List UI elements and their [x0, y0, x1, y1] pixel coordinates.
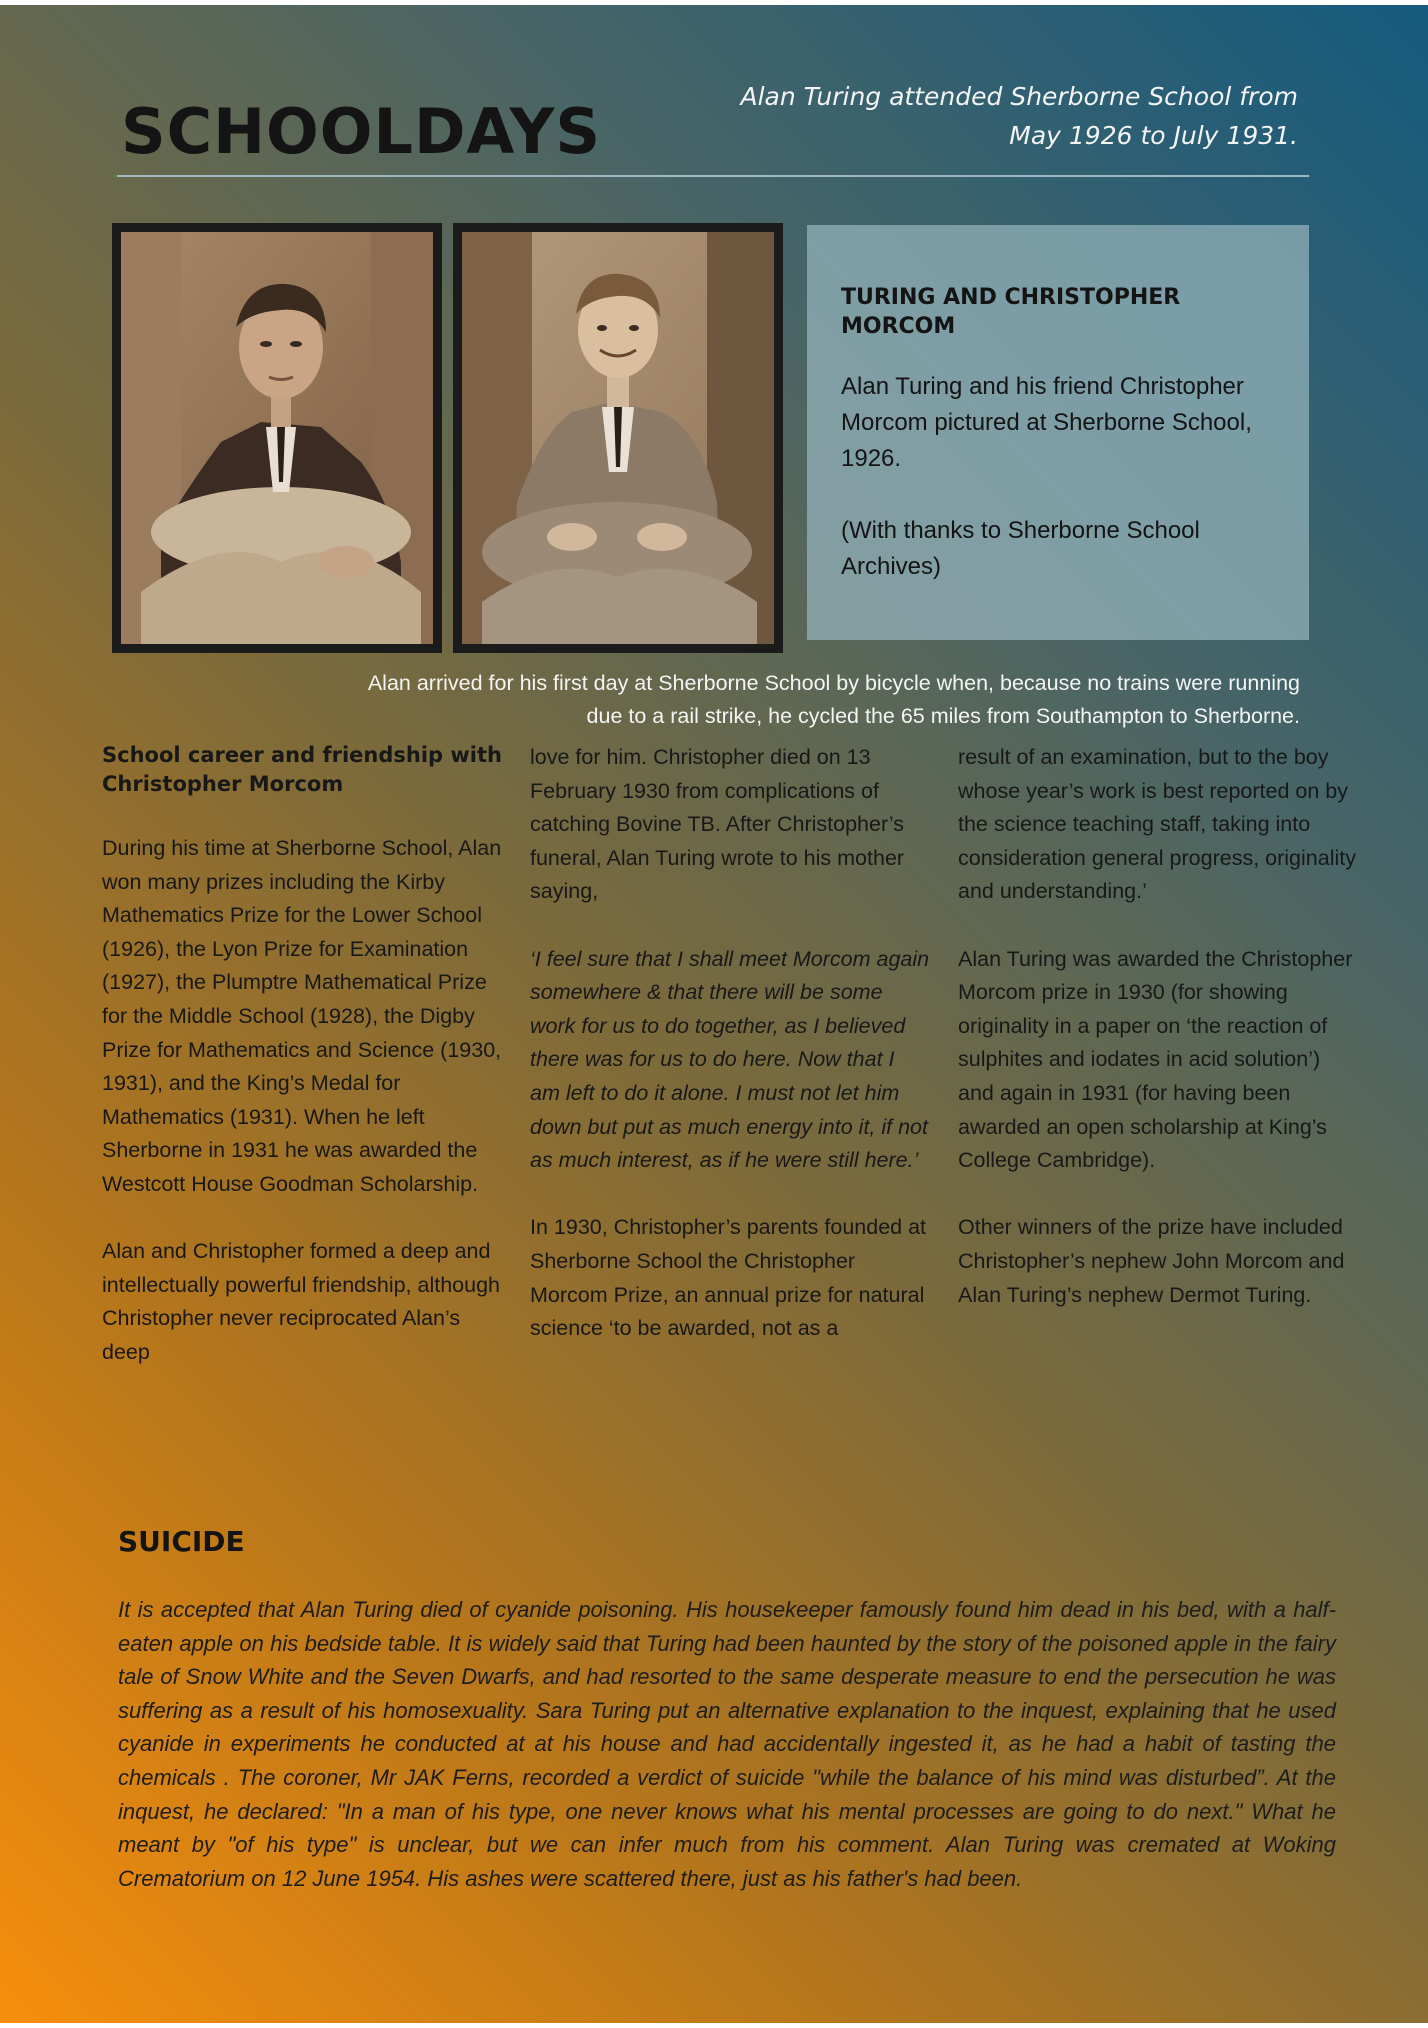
article-column-1 [102, 741, 502, 1403]
page-background [0, 5, 1428, 2023]
caption-text: Alan Turing and his friend Christopher Morcom pictured at Sherborne School, 1926. [841, 373, 1252, 472]
intro-text [638, 77, 1298, 155]
article-column-2 [530, 741, 930, 1379]
caption-credit: (With thanks to Sherborne School Archives) [841, 517, 1200, 580]
turing-quote: ‘I feel sure that I shall meet Morcom again somewhere & that there will be some work for us to do together, as I believed there was for us to do here. Now that I am left to do it alone. I must not let him down but put as much energy into it, if not as much interest, as if he were still here.’ [530, 946, 930, 1173]
caption-title: TURING AND CHRISTOPHER MORCOM [841, 285, 1181, 339]
intro-line-1: Alan Turing attended Sherborne School from [740, 82, 1298, 111]
suicide-text: It is accepted that Alan Turing died of cyanide poisoning. His housekeeper famously found him dead in his bed, with a half-eaten apple on his bedside table. It is widely said that Turing had been haunted by the story of the poisoned apple in the fairy tale of Snow White and the Seven Dwarfs, and had resorted to the same desperate measure to end the persecution he was suffering as a result of his homosexuality. Sara Turing put an alternative explanation to the inquest, explaining that he used cyanide in experiments he conducted at at his house and had accidentally ingested it, as he had a habit of tasting the chemicals . The coroner, Mr JAK Ferns, recorded a verdict of suicide "while the balance of his mind was disturbed”. At the inquest, he declared: "In a man of his type, one never knows what his mental processes are going to do next." What he meant by "of his type" is unclear, but we can infer much from his comment. Alan Turing was cremated at Woking Crematorium on 12 June 1954. His ashes were scattered there, just as his father's had been. [118, 1597, 1336, 1891]
christopher-morcom-photo [453, 223, 783, 653]
article-column-3 [958, 741, 1358, 1346]
article-paragraph: Alan Turing was awarded the Christopher Morcom prize in 1930 (for showing originality in a paper on ‘the reaction of sulphites and iodates in acid solution’) and again in 1931 (for having been awarded an open scholarship at King’s College Cambridge). [958, 946, 1353, 1173]
article-paragraph: love for him. Christopher died on 13 February 1930 from complications of catching Bovine TB. After Christopher’s funeral, Alan Turing wrote to his mother saying, [530, 745, 905, 904]
arrival-note [200, 667, 1300, 733]
article-paragraph: During his time at Sherborne School, Alan won many prizes including the Kirby Mathematics Prize for the Lower School (1926), the Lyon Prize for Examination (1927), the Plumptre Mathematical Prize for the Middle School (1928), the Digby Prize for Mathematics and Science (1930, 1931), and the King’s Medal for Mathematics (1931). When he left Sherborne in 1931 he was awarded the Westcott House Goodman Scholarship. [102, 836, 502, 1196]
photo-caption-box [807, 225, 1309, 640]
article-paragraph: Other winners of the prize have included Christopher’s nephew John Morcom and Alan Turing’s nephew Dermot Turing. [958, 1215, 1345, 1307]
article-heading: School career and friendship with Christopher Morcom [102, 743, 502, 796]
article-paragraph: Alan and Christopher formed a deep and intellectually powerful friendship, although Christopher never reciprocated Alan’s deep [102, 1239, 500, 1364]
article-paragraph: result of an examination, but to the boy whose year’s work is best reported on by the science teaching staff, taking into consideration general progress, originality and understanding.’ [958, 745, 1356, 904]
alan-turing-photo [112, 223, 442, 653]
page-title: SCHOOLDAYS [121, 95, 602, 168]
intro-line-2: May 1926 to July 1931. [1009, 121, 1298, 150]
article-paragraph: In 1930, Christopher’s parents founded at Sherborne School the Christopher Morcom Prize, an annual prize for natural science ‘to be awarded, not as a [530, 1215, 927, 1341]
arrival-line-2: due to a rail strike, he cycled the 65 miles from Southampton to Sherborne. [586, 704, 1300, 728]
suicide-heading: SUICIDE [118, 1525, 245, 1558]
arrival-line-1: Alan arrived for his first day at Sherborne School by bicycle when, because no trains were running [367, 671, 1300, 695]
header-divider [117, 175, 1309, 177]
